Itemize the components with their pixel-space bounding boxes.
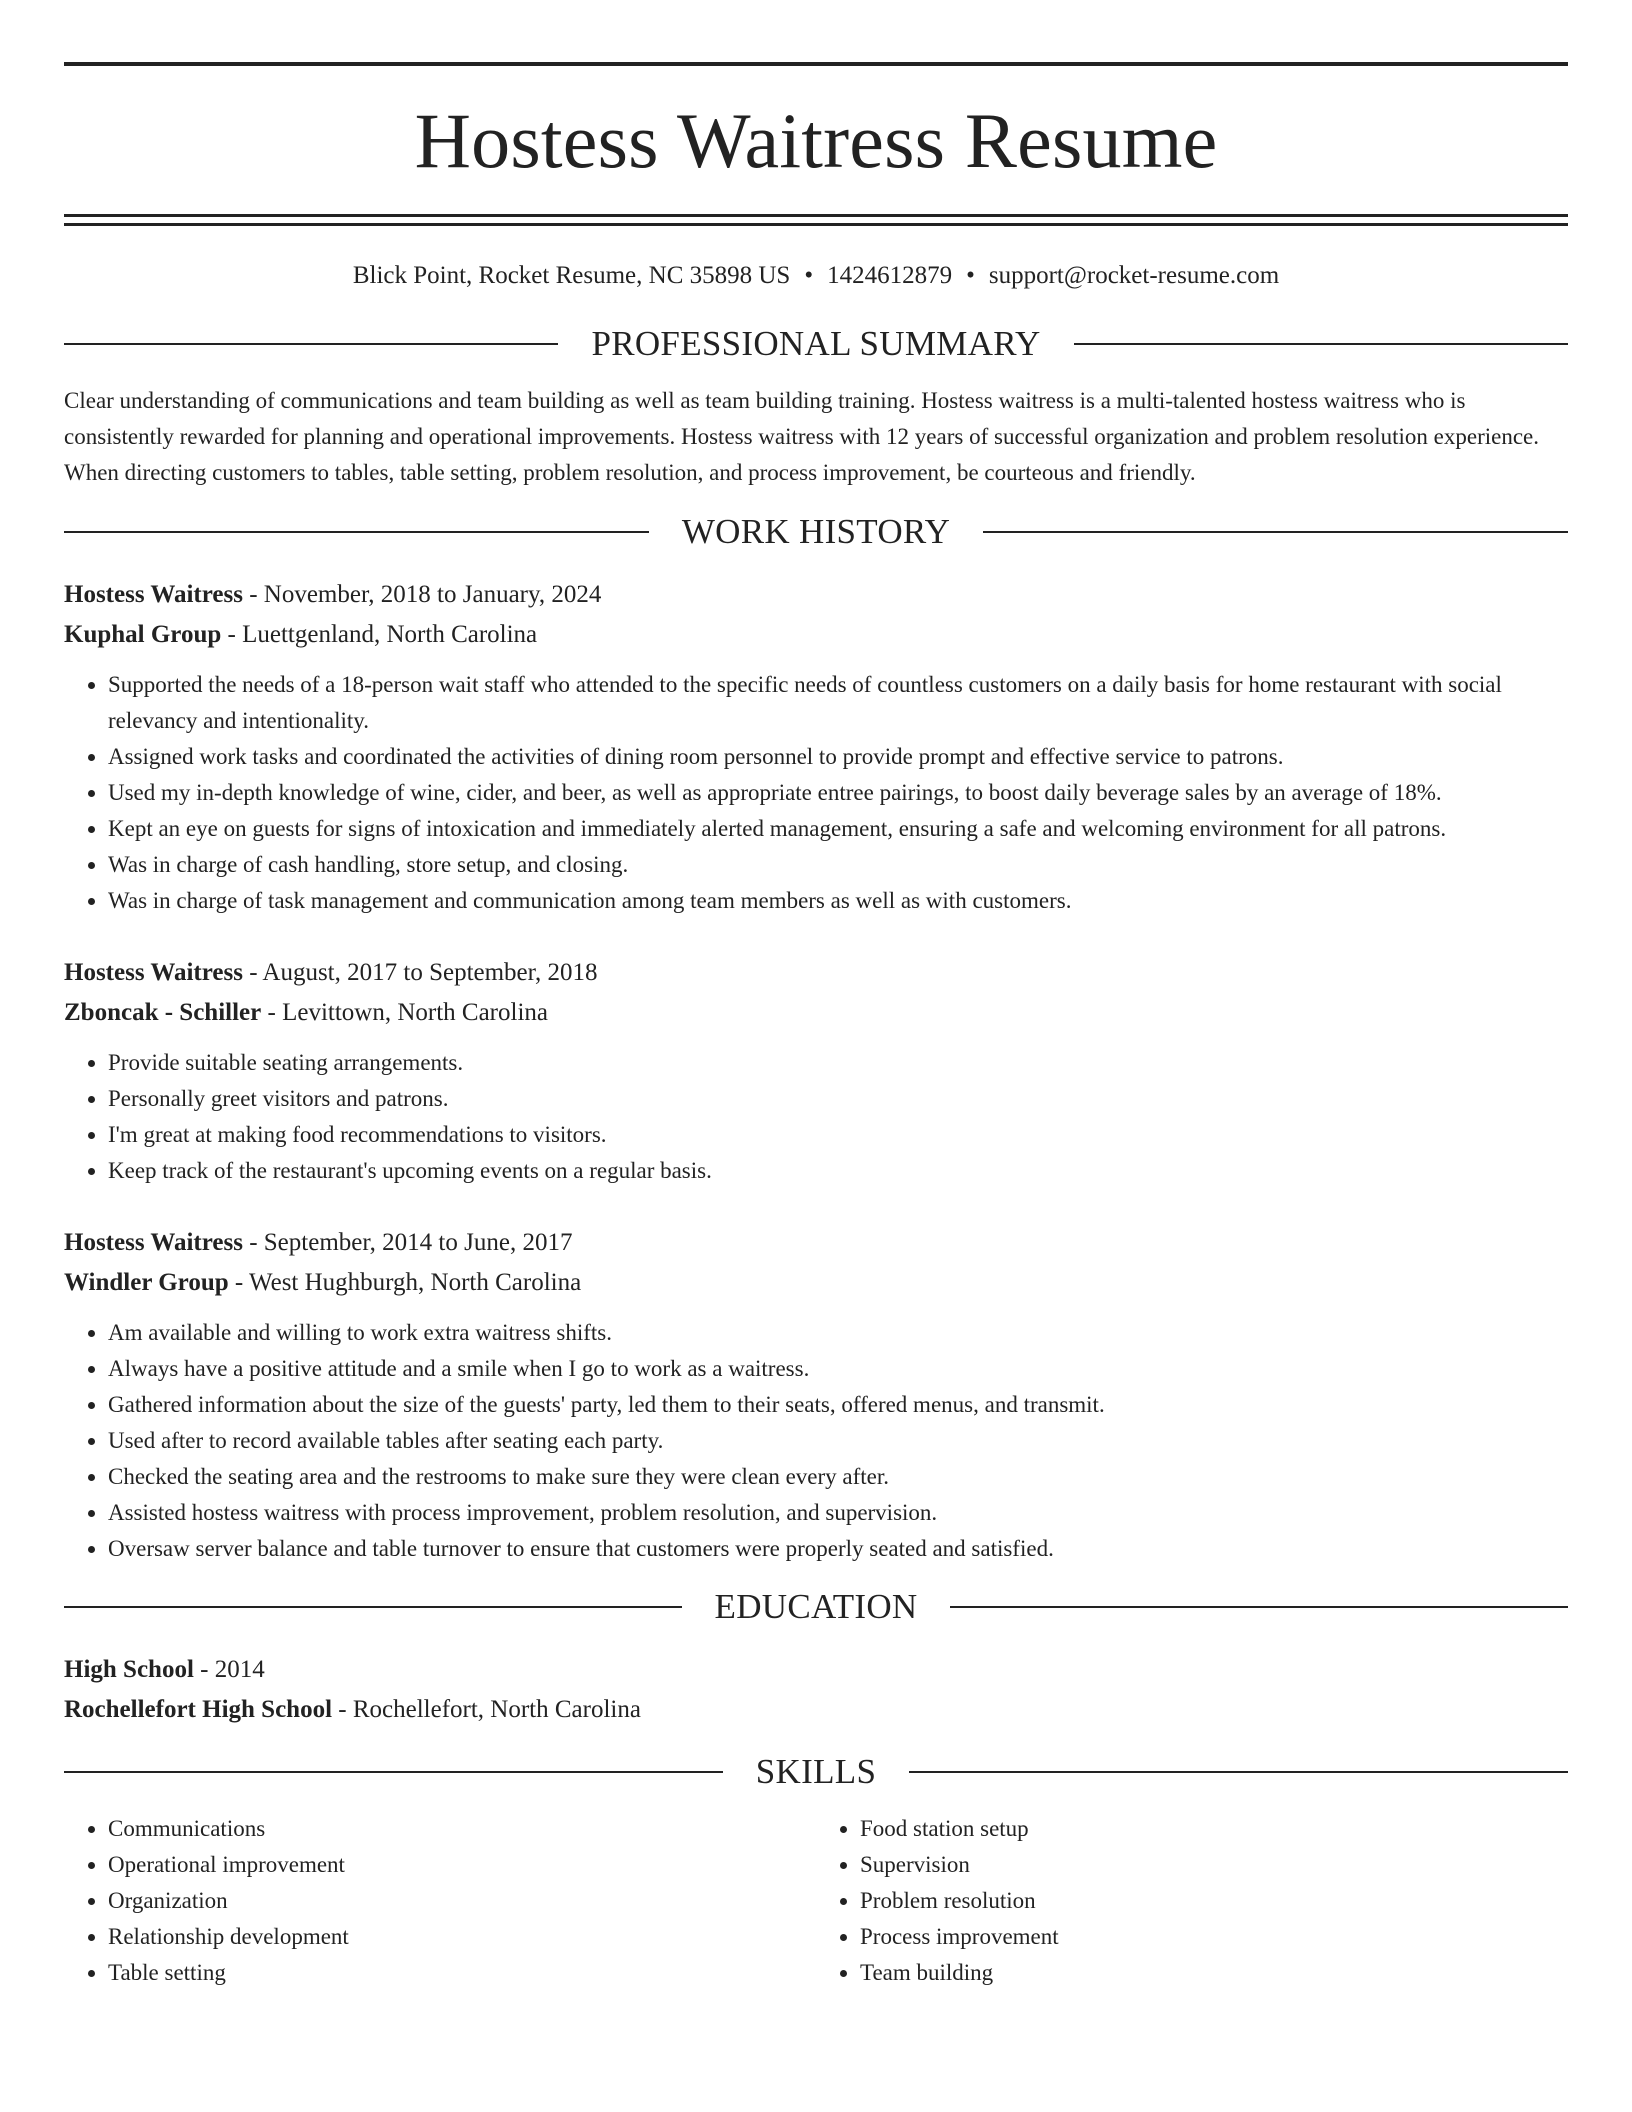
skill-item: • Organization bbox=[108, 1883, 816, 1919]
job-bullets bbox=[64, 667, 1568, 919]
heading-rule bbox=[64, 1771, 723, 1773]
job-company: Windler Group bbox=[64, 1269, 229, 1296]
education-school: Rochellefort High School bbox=[64, 1696, 333, 1723]
skills-columns bbox=[64, 1811, 1568, 1991]
job-company-line bbox=[64, 993, 1568, 1033]
list-item: • Oversaw server balance and table turnover to ensure that customers were properly seated and satisfied. bbox=[108, 1531, 1568, 1567]
job-location: - Luettgenland, North Carolina bbox=[221, 621, 538, 648]
job-location: - Levittown, North Carolina bbox=[261, 999, 548, 1026]
job-title-line bbox=[64, 575, 1568, 615]
job-entry bbox=[64, 575, 1568, 919]
contact-phone: 1424612879 bbox=[827, 262, 953, 289]
contact-separator: • bbox=[804, 262, 814, 289]
summary-text: Clear understanding of communications and team building as well as team building training. Hostess waitress is a multi-talented hostess waitress who is consistently rewarded for planning and operational improvements. Hostess waitress with 12 years of successful organization and problem resolution experience. When directing customers to tables, table setting, problem resolution, and process improvement, be courteous and friendly. bbox=[64, 388, 1539, 485]
list-item: • Supported the needs of a 18-person wait staff who attended to the specific needs of countless customers on a daily basis for home restaurant with social relevancy and intentionality. bbox=[108, 667, 1568, 739]
skill-item: • Operational improvement bbox=[108, 1847, 816, 1883]
heading-rule bbox=[64, 343, 558, 345]
double-rule bbox=[64, 214, 1568, 226]
heading-rule bbox=[983, 531, 1568, 533]
education-degree: High School bbox=[64, 1656, 194, 1683]
list-item: • I'm great at making food recommendations to visitors. bbox=[108, 1117, 1568, 1153]
skill-item: • Table setting bbox=[108, 1955, 816, 1991]
top-rule bbox=[64, 62, 1568, 66]
job-title: Hostess Waitress bbox=[64, 581, 243, 608]
skill-item: • Problem resolution bbox=[860, 1883, 1568, 1919]
resume-title: Hostess Waitress Resume bbox=[414, 97, 1218, 184]
job-entry bbox=[64, 1223, 1568, 1567]
section-heading-education bbox=[64, 1589, 1568, 1624]
education-degree-line bbox=[64, 1650, 1568, 1690]
section-title: WORK HISTORY bbox=[681, 512, 951, 551]
list-item: • Checked the seating area and the restrooms to make sure they were clean every after. bbox=[108, 1459, 1568, 1495]
heading-rule bbox=[1074, 343, 1568, 345]
education-school-line bbox=[64, 1690, 1568, 1730]
skill-item: • Supervision bbox=[860, 1847, 1568, 1883]
contact-line bbox=[64, 260, 1568, 292]
education-entry bbox=[64, 1650, 1568, 1730]
heading-rule bbox=[909, 1771, 1568, 1773]
section-title: SKILLS bbox=[755, 1752, 877, 1791]
list-item: • Always have a positive attitude and a smile when I go to work as a waitress. bbox=[108, 1351, 1568, 1387]
skill-item: • Communications bbox=[108, 1811, 816, 1847]
job-company: Kuphal Group bbox=[64, 621, 222, 648]
section-title: PROFESSIONAL SUMMARY bbox=[591, 324, 1041, 363]
heading-rule bbox=[64, 1606, 682, 1608]
section-heading-skills bbox=[64, 1754, 1568, 1789]
section-heading-work-history bbox=[64, 514, 1568, 549]
education-location: - Rochellefort, North Carolina bbox=[332, 1696, 641, 1723]
job-bullets bbox=[64, 1045, 1568, 1189]
job-title: Hostess Waitress bbox=[64, 959, 243, 986]
skills-list-right bbox=[816, 1811, 1568, 1991]
job-dates: - September, 2014 to June, 2017 bbox=[242, 1229, 573, 1256]
list-item: • Was in charge of cash handling, store setup, and closing. bbox=[108, 847, 1568, 883]
contact-address: Blick Point, Rocket Resume, NC 35898 US bbox=[352, 262, 791, 289]
list-item: • Used after to record available tables after seating each party. bbox=[108, 1423, 1568, 1459]
job-title-line bbox=[64, 1223, 1568, 1263]
skill-item: • Relationship development bbox=[108, 1919, 816, 1955]
skill-item: • Food station setup bbox=[860, 1811, 1568, 1847]
job-title-line bbox=[64, 953, 1568, 993]
job-location: - West Hughburgh, North Carolina bbox=[228, 1269, 582, 1296]
skill-item: • Team building bbox=[860, 1955, 1568, 1991]
list-item: • Used my in-depth knowledge of wine, cider, and beer, as well as appropriate entree pairings, to boost daily beverage sales by an average of 18%. bbox=[108, 775, 1568, 811]
list-item: • Am available and willing to work extra waitress shifts. bbox=[108, 1315, 1568, 1351]
list-item: • Assisted hostess waitress with process improvement, problem resolution, and supervision. bbox=[108, 1495, 1568, 1531]
section-title: EDUCATION bbox=[714, 1587, 918, 1626]
job-title: Hostess Waitress bbox=[64, 1229, 243, 1256]
list-item: • Keep track of the restaurant's upcoming events on a regular basis. bbox=[108, 1153, 1568, 1189]
list-item: • Assigned work tasks and coordinated the activities of dining room personnel to provide prompt and effective service to patrons. bbox=[108, 739, 1568, 775]
job-entry bbox=[64, 953, 1568, 1189]
job-dates: - August, 2017 to September, 2018 bbox=[242, 959, 598, 986]
resume-page bbox=[64, 0, 1568, 1991]
section-heading-summary bbox=[64, 326, 1568, 361]
heading-rule bbox=[950, 1606, 1568, 1608]
list-item: • Gathered information about the size of the guests' party, led them to their seats, offered menus, and transmit. bbox=[108, 1387, 1568, 1423]
list-item: • Personally greet visitors and patrons. bbox=[108, 1081, 1568, 1117]
job-company: Zboncak - Schiller bbox=[64, 999, 262, 1026]
skill-item: • Process improvement bbox=[860, 1919, 1568, 1955]
education-year: - 2014 bbox=[193, 1656, 265, 1683]
contact-separator: • bbox=[966, 262, 975, 289]
contact-email: support@rocket-resume.com bbox=[988, 262, 1280, 289]
list-item: • Provide suitable seating arrangements. bbox=[108, 1045, 1568, 1081]
skills-list-left bbox=[64, 1811, 816, 1991]
job-bullets bbox=[64, 1315, 1568, 1567]
heading-rule bbox=[64, 531, 649, 533]
job-company-line bbox=[64, 615, 1568, 655]
list-item: • Kept an eye on guests for signs of intoxication and immediately alerted management, ensuring a safe and welcoming environment for all patrons. bbox=[108, 811, 1568, 847]
list-item: • Was in charge of task management and communication among team members as well as with customers. bbox=[108, 883, 1568, 919]
job-company-line bbox=[64, 1263, 1568, 1303]
job-dates: - November, 2018 to January, 2024 bbox=[242, 581, 602, 608]
